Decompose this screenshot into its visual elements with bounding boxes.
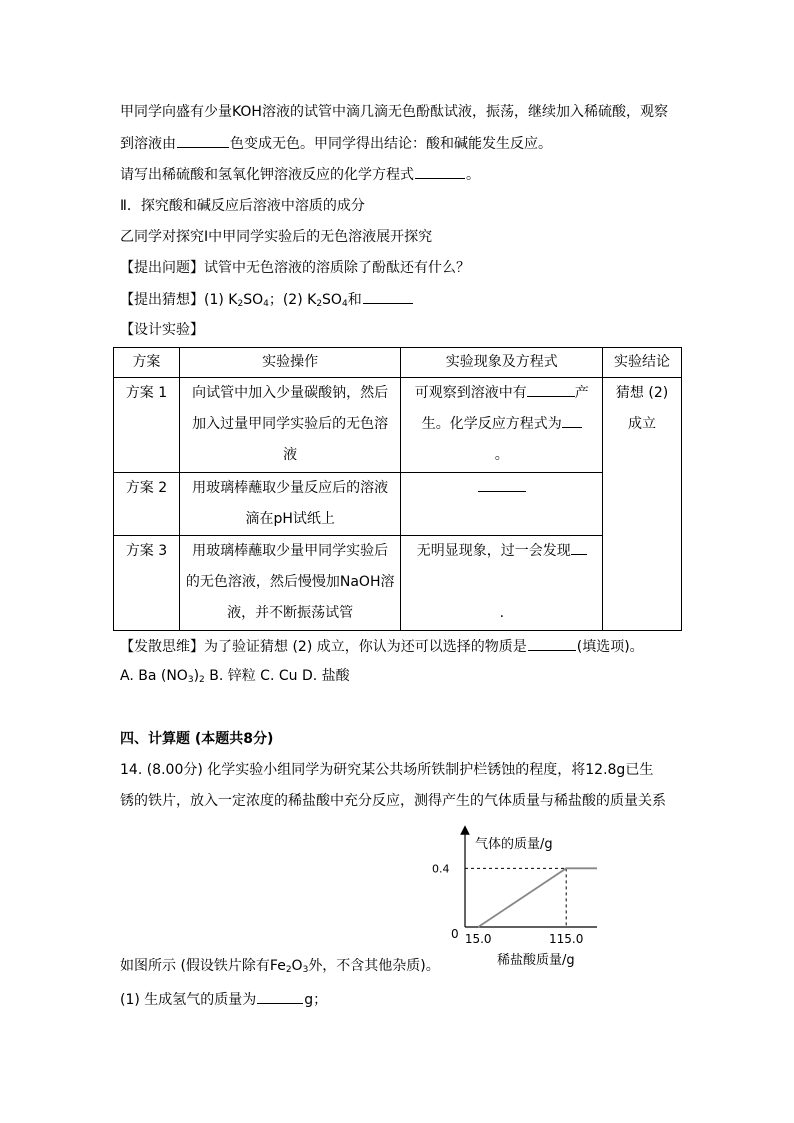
opt-sub2: 2 [199, 675, 205, 685]
phen-1-c: 生。化学反应方程式为 [421, 416, 562, 432]
section-heading-II: Ⅱ．探究酸和碱反应后溶液中溶质的成分 [120, 198, 365, 214]
phen-3 [401, 536, 603, 631]
answer-blank-color[interactable] [177, 133, 229, 148]
text-l2a: 到溶液由 [120, 136, 176, 152]
op-2-line: 滴在pH试纸上 [245, 511, 335, 527]
phen-1-a: 可观察到溶液中有 [414, 385, 527, 401]
phen-1-line [405, 378, 598, 409]
table-row [114, 473, 682, 536]
origin-label: 0 [451, 927, 459, 941]
q14d-a: (1) 生成氢气的质量为 [120, 992, 257, 1008]
answer-blank-hypothesis[interactable] [363, 289, 413, 304]
text-line-3 [120, 164, 480, 185]
phen-1 [401, 378, 603, 473]
table-row [114, 536, 682, 631]
text-line-2 [120, 133, 552, 154]
x-axis-label: 稀盐酸质量/g [497, 953, 575, 968]
q14c-sub2: 3 [302, 965, 309, 975]
opt-a: A. Ba (NO [120, 668, 188, 684]
div-a: 【发散思维】为了验证猜想 (2) 成立，你认为还可以选择的物质是 [120, 639, 527, 655]
answer-blank-hydrogen[interactable] [257, 989, 303, 1004]
opt-c: B. 锌粒 C. Cu D. 盐酸 [204, 668, 350, 684]
answer-blank-ph[interactable] [478, 477, 526, 492]
hyp-a: 【提出猜想】(1) K [120, 292, 238, 308]
text-line-question: 【提出问题】试管中无色溶液的溶质除了酚酞还有什么？ [120, 260, 470, 276]
header-plan: 方案 [114, 348, 180, 378]
text-line-hypothesis [120, 289, 414, 314]
text-line-q14a: 14. (8.00分) 化学实验小组同学为研究某公共场所铁制护栏锈蚀的程度，将12.8g已生 [120, 762, 654, 778]
text-line-q14b: 锈的铁片，放入一定浓度的稀盐酸中充分反应，测得产生的气体质量与稀盐酸的质量关系 [120, 793, 666, 809]
phen-1-line [405, 409, 598, 440]
y-axis-label: 气体的质量/g [475, 837, 553, 852]
phen-3-line: . [499, 605, 505, 621]
phen-1-b: 产 [574, 385, 589, 401]
text-line-options [120, 666, 350, 690]
text-line-5: 乙同学对探究Ⅰ中甲同学实验后的无色溶液展开探究 [120, 229, 433, 245]
op-1-line: 向试管中加入少量碳酸钠，然后 [192, 385, 389, 401]
opt-sub1: 3 [187, 675, 194, 685]
op-2 [179, 473, 401, 536]
hyp-sub4: 4 [341, 299, 348, 309]
q14c-sub1: 2 [285, 965, 292, 975]
q14c-b: O [291, 958, 303, 974]
header-conclusion: 实验结论 [603, 348, 682, 378]
x-tick-label: 15.0 [464, 932, 492, 946]
q14c-c: 外，不含其他杂质)。 [308, 958, 440, 974]
y-tick-label: 0.4 [432, 862, 450, 876]
hyp-sub3: 2 [316, 299, 323, 309]
text-line-1: 甲同学向盛有少量KOH溶液的试管中滴几滴无色酚酞试液，振荡，继续加入稀硫酸，观察 [120, 104, 668, 120]
answer-blank-equation[interactable] [415, 164, 465, 179]
op-3-line: 用玻璃棒蘸取少量甲同学实验后 [192, 543, 389, 559]
op-1-line: 液 [283, 447, 298, 463]
phen-2 [401, 473, 603, 536]
table-row [114, 378, 682, 473]
hyp-d: SO [322, 292, 342, 308]
header-phenomenon: 实验现象及方程式 [401, 348, 603, 378]
opt-b: ) [193, 668, 200, 684]
op-2-line: 用玻璃棒蘸取少量反应后的溶液 [192, 480, 389, 496]
div-b: (填选项)。 [576, 639, 644, 655]
q14c-a: 如图所示 (假设铁片除有Fe [120, 958, 286, 974]
hyp-sub2: 4 [263, 299, 269, 309]
gas-mass-chart [425, 822, 600, 972]
hyp-c: ；(2) K [268, 292, 317, 308]
hyp-e: 和 [347, 292, 362, 308]
text-line-divergent [120, 636, 644, 657]
phen-1-line: 。 [494, 447, 509, 463]
text-l3b: 。 [466, 167, 480, 183]
op-3 [179, 536, 401, 631]
answer-blank-reaction[interactable] [562, 413, 582, 428]
text-line-q14d [120, 989, 327, 1010]
text-l2b: 色变成无色。甲同学得出结论：酸和碱能发生反应。 [230, 136, 552, 152]
hyp-sub1: 2 [237, 299, 244, 309]
text-line-design: 【设计实验】 [120, 322, 204, 338]
q14d-b: g； [304, 992, 328, 1008]
hyp-b: SO [243, 292, 264, 308]
table-header-row [114, 348, 682, 378]
conclusion-cell [603, 378, 682, 631]
plan-2: 方案 2 [114, 473, 180, 536]
phen-3-line [405, 536, 598, 567]
plan-1: 方案 1 [114, 378, 180, 473]
series-line [478, 868, 597, 927]
text-l3a: 请写出稀硫酸和氢氧化钾溶液反应的化学方程式 [120, 167, 414, 183]
op-3-line: 的无色溶液，然后慢慢加NaOH溶 [185, 574, 395, 590]
answer-blank-gas[interactable] [527, 382, 575, 397]
text-line-q14c [120, 956, 440, 980]
conclusion-line: 猜想 (2) [615, 385, 669, 401]
op-1 [179, 378, 401, 473]
op-1-line: 加入过量甲同学实验后的无色溶 [192, 416, 389, 432]
x-tick-label: 115.0 [549, 932, 584, 946]
plan-3: 方案 3 [114, 536, 180, 631]
section-heading-calc: 四、计算题 (本题共8分) [120, 731, 274, 747]
answer-blank-option[interactable] [528, 636, 576, 651]
answer-blank-observation[interactable] [571, 540, 587, 555]
header-operation: 实验操作 [179, 348, 401, 378]
phen-3-a: 无明显现象，过一会发现 [416, 543, 571, 559]
op-3-line: 液，并不断振荡试管 [227, 605, 354, 621]
experiment-table [113, 347, 682, 631]
conclusion-line: 成立 [628, 416, 657, 432]
